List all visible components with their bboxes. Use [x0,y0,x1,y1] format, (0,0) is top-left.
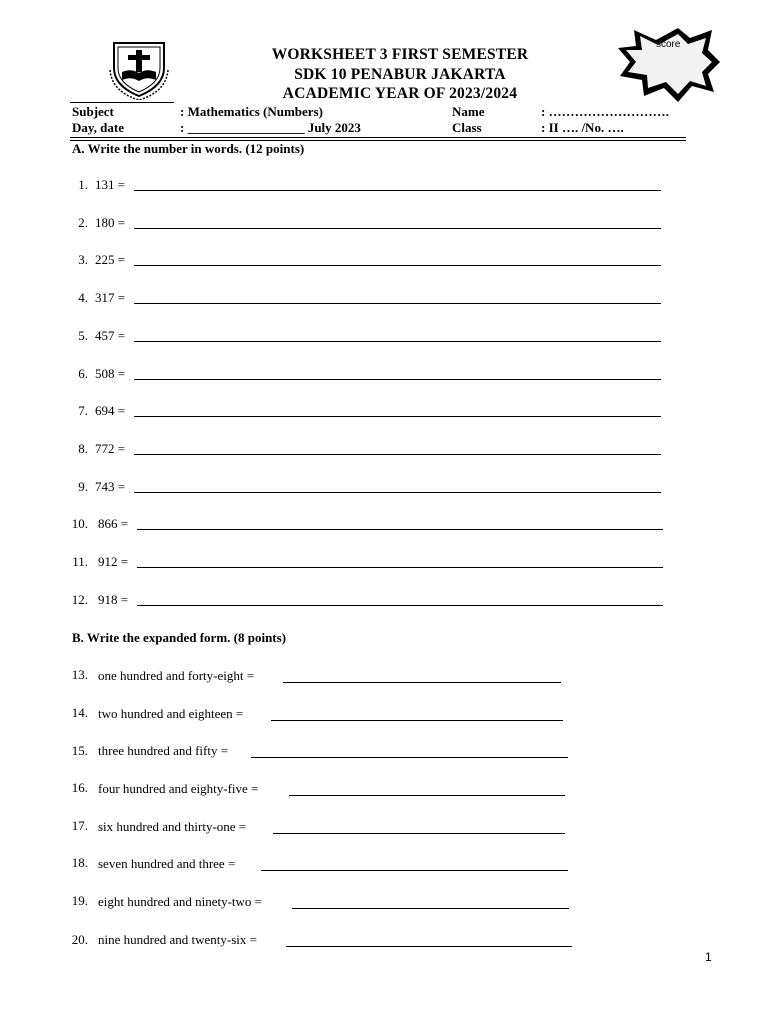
question-text: six hundred and thirty-one = [98,819,247,834]
question-number: 6. [78,366,88,381]
answer-line[interactable] [134,492,661,493]
answer-line[interactable] [283,682,561,683]
header-divider [70,102,174,103]
day-date-label: Day, date [72,120,124,135]
question-number: 17. [71,818,88,833]
subject-value: : Mathematics (Numbers) [180,104,323,119]
question-number: 10. [71,516,88,531]
answer-line[interactable] [134,228,661,229]
question-text: 743 = [95,479,126,494]
question-number: 8. [78,441,88,456]
section-b-title: B. Write the expanded form. (8 points) [72,630,287,645]
question-text: four hundred and eighty-five = [98,781,259,796]
question-text: three hundred and fifty = [98,743,229,758]
question-number: 15. [71,743,88,758]
class-label: Class [452,120,482,135]
name-value: : ………………………. [541,104,669,119]
answer-line[interactable] [137,605,663,606]
class-value: : II …. /No. …. [541,120,624,135]
question-number: 13. [71,667,88,682]
question-text: one hundred and forty-eight = [98,668,255,683]
question-text: 866 = [98,516,129,531]
question-text: seven hundred and three = [98,856,236,871]
answer-line[interactable] [273,833,565,834]
question-number: 3. [78,252,88,267]
answer-line[interactable] [137,529,663,530]
question-text: 225 = [95,252,126,267]
answer-line[interactable] [286,946,572,947]
meta-divider-top [70,137,686,138]
question-text: 317 = [95,290,126,305]
question-text: 508 = [95,366,126,381]
page-number: 1 [705,950,712,964]
answer-line[interactable] [137,567,663,568]
answer-line[interactable] [289,795,565,796]
question-number: 11. [72,554,88,569]
score-label: score [656,39,681,50]
question-number: 14. [71,705,88,720]
question-text: 131 = [95,177,126,192]
question-text: 694 = [95,403,126,418]
answer-line[interactable] [134,341,661,342]
answer-line[interactable] [134,379,661,380]
question-text: 912 = [98,554,129,569]
school-name: SDK 10 PENABUR JAKARTA [294,66,506,83]
question-number: 2. [78,215,88,230]
question-number: 16. [71,780,88,795]
name-label: Name [452,104,485,119]
question-text: 457 = [95,328,126,343]
section-a-title: A. Write the number in words. (12 points) [72,141,305,156]
subject-label: Subject [72,104,114,119]
question-number: 7. [78,403,88,418]
answer-line[interactable] [251,757,568,758]
answer-line[interactable] [261,870,568,871]
answer-line[interactable] [134,454,661,455]
day-date-value: : __________________ July 2023 [180,120,361,135]
question-number: 5. [78,328,88,343]
school-crest-icon [106,40,172,100]
answer-line[interactable] [292,908,569,909]
answer-line[interactable] [271,720,563,721]
question-number: 9. [78,479,88,494]
answer-line[interactable] [134,265,661,266]
question-number: 12. [71,592,88,607]
question-text: eight hundred and ninety-two = [98,894,263,909]
question-number: 18. [71,855,88,870]
question-text: 918 = [98,592,129,607]
question-text: 772 = [95,441,126,456]
worksheet-title: WORKSHEET 3 FIRST SEMESTER [271,46,529,63]
question-number: 4. [78,290,88,305]
question-text: nine hundred and twenty-six = [98,932,257,947]
score-burst-icon [616,26,722,104]
answer-line[interactable] [134,190,661,191]
question-text: two hundred and eighteen = [98,706,244,721]
academic-year: ACADEMIC YEAR OF 2023/2024 [282,85,518,102]
question-number: 20. [71,932,88,947]
question-number: 19. [71,893,88,908]
answer-line[interactable] [134,416,661,417]
answer-line[interactable] [134,303,661,304]
question-text: 180 = [95,215,126,230]
question-number: 1. [78,177,88,192]
